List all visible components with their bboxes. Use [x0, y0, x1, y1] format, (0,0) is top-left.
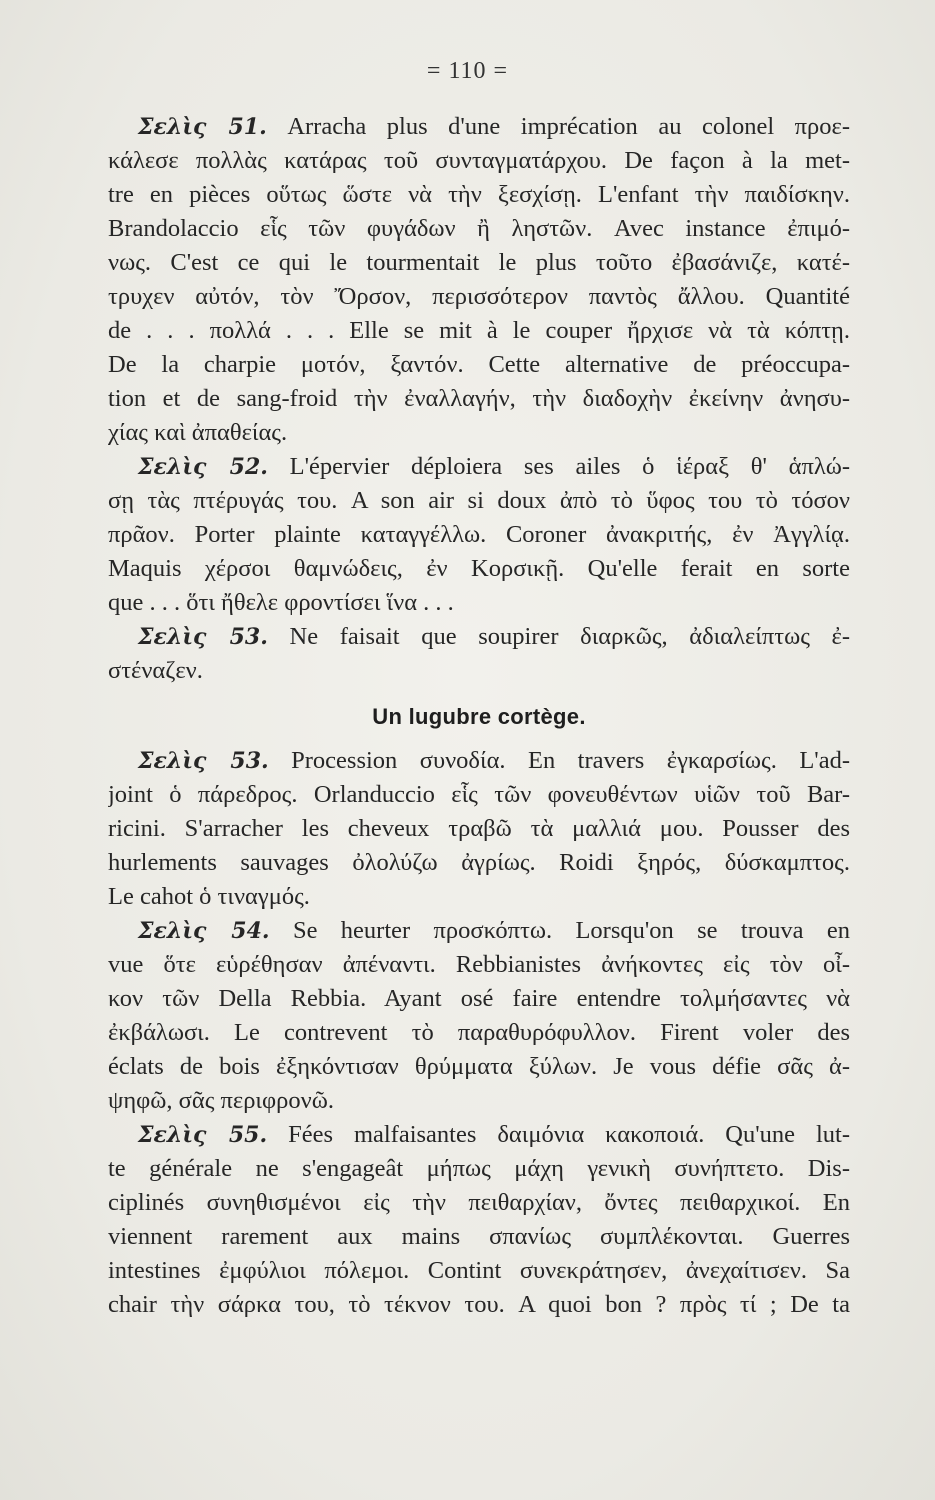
text-line: [108, 744, 850, 778]
section-heading: [108, 694, 850, 740]
line-text: vue ὅτε εὑρέθησαν ἀπέναντι. Rebbianistes ἀνήκοντες εἰς τὸν οἶ-: [108, 951, 850, 978]
page-reference-label: Σελὶς 53.: [138, 624, 268, 650]
page-number: = 110 =: [426, 58, 509, 84]
text-line: [108, 518, 850, 552]
line-text: ἐκβάλωσι. Le contrevent τὸ παραθυρόφυλλον. Firent voler des: [108, 1019, 850, 1046]
text-line: [108, 586, 850, 620]
line-text: éclats de bois ἐξηκόντισαν θρύμματα ξύλων. Je vous défie σᾶς ἀ-: [108, 1053, 850, 1080]
line-text: πρᾶον. Porter plainte καταγγέλλω. Coroner ἀνακριτής, ἐν Ἀγγλίᾳ.: [108, 521, 850, 548]
page-reference-label: Σελὶς 52.: [138, 454, 268, 480]
text-line: [108, 110, 850, 144]
line-text: De la charpie μοτόν, ξαντόν. Cette alternative de préoccupa-: [108, 351, 850, 378]
line-text: κάλεσε πολλὰς κατάρας τοῦ συνταγματάρχου. De façon à la met-: [108, 147, 850, 174]
line-text: ciplinés συνηθισμένοι εἰς τὴν πειθαρχίαν, ὄντες πειθαρχικοί. En: [108, 1189, 850, 1216]
line-text: tion et de sang-froid τὴν ἐναλλαγήν, τὴν διαδοχὴν ἐκείνην ἀνησυ-: [108, 385, 850, 412]
text-line: [108, 246, 850, 280]
line-text: Procession συνοδία. En travers ἐγκαρσίως. L'ad-: [268, 747, 850, 774]
line-text: viennent rarement aux mains σπανίως συμπλέκονται. Guerres: [108, 1223, 850, 1250]
page-reference-label: Σελὶς 54.: [138, 918, 270, 944]
text-line: [108, 982, 850, 1016]
line-text: κον τῶν Della Rebbia. Ayant osé faire entendre τολμήσαντες νὰ: [108, 985, 850, 1012]
line-text: Fées malfaisantes δαιμόνια κακοποιά. Qu'une lut-: [267, 1121, 850, 1148]
line-text: Ne faisait que soupirer διαρκῶς, ἀδιαλείπτως ἐ-: [267, 623, 850, 650]
line-text: que . . . ὅτι ἤθελε φροντίσει ἵνα . . .: [108, 589, 454, 616]
line-text: tre en pièces οὕτως ὥστε νὰ τὴν ξεσχίσῃ. L'enfant τὴν παιδίσκην.: [108, 181, 850, 208]
text-line: [108, 450, 850, 484]
text-line: [108, 654, 850, 688]
text-line: [108, 1050, 850, 1084]
text-line: [108, 1118, 850, 1152]
text-line: [108, 1186, 850, 1220]
text-line: [108, 812, 850, 846]
line-text: Arracha plus d'une imprécation au colonel προε-: [266, 113, 850, 140]
text-line: [108, 382, 850, 416]
page-reference-label: Σελὶς 55.: [138, 1122, 268, 1148]
text-line: [108, 948, 850, 982]
text-line: [108, 178, 850, 212]
text-line: [108, 914, 850, 948]
line-text: L'épervier déploiera ses ailes ὁ ἱέραξ θ' ἁπλώ-: [267, 453, 850, 480]
page-reference-label: Σελὶς 51.: [138, 114, 267, 140]
text-line: [108, 1084, 850, 1118]
text-line: [108, 416, 850, 450]
text-line: [108, 1220, 850, 1254]
text-line: [108, 348, 850, 382]
text-line: [108, 280, 850, 314]
text-line: [108, 1152, 850, 1186]
line-text: intestines ἐμφύλιοι πόλεμοι. Contint συνεκράτησεν, ἀνεχαίτισεν. Sa: [108, 1257, 850, 1284]
line-text: τρυχεν αὐτόν, τὸν Ὄρσον, περισσότερον παντὸς ἄλλου. Quantité: [108, 283, 850, 310]
text-line: [108, 1254, 850, 1288]
body-text: [108, 110, 850, 1322]
line-text: joint ὁ πάρεδρος. Orlanduccio εἷς τῶν φονευθέντων υἱῶν τοῦ Bar-: [108, 781, 850, 808]
line-text: Se heurter προσκόπτω. Lorsqu'on se trouva en: [269, 917, 850, 944]
line-text: ricini. S'arracher les cheveux τραβῶ τὰ μαλλιά μου. Pousser des: [108, 815, 850, 842]
text-line: [108, 552, 850, 586]
text-line: [108, 212, 850, 246]
line-text: te générale ne s'engageât μήπως μάχη γενικὴ συνήπτετο. Dis-: [108, 1155, 850, 1182]
line-text: hurlements sauvages ὀλολύζω ἀγρίως. Roidi ξηρός, δύσκαμπτος.: [108, 849, 850, 876]
line-text: Maquis χέρσοι θαμνώδεις, ἐν Κορσικῇ. Qu'elle ferait en sorte: [108, 555, 850, 582]
line-text: χίας καὶ ἀπαθείας.: [108, 419, 288, 446]
line-text: νως. C'est ce qui le tourmentait le plus τοῦτο ἐβασάνιζε, κατέ-: [108, 249, 850, 276]
text-line: [108, 1016, 850, 1050]
line-text: στέναζεν.: [108, 657, 203, 684]
line-text: ψηφῶ, σᾶς περιφρονῶ.: [108, 1087, 334, 1114]
text-line: [108, 1288, 850, 1322]
text-line: [108, 846, 850, 880]
text-line: [108, 880, 850, 914]
line-text: de . . . πολλά . . . Elle se mit à le couper ἤρχισε νὰ τὰ κόπτῃ.: [108, 317, 850, 344]
page-reference-label: Σελὶς 53.: [138, 748, 269, 774]
text-line: [108, 314, 850, 348]
line-text: chair τὴν σάρκα του, τὸ τέκνον του. A quoi bon ? πρὸς τί ; De ta: [108, 1291, 850, 1318]
line-text: Un lugubre cortège.: [372, 704, 586, 729]
line-text: Brandolaccio εἷς τῶν φυγάδων ἢ ληστῶν. Avec instance ἐπιμό-: [108, 215, 850, 242]
text-line: [108, 144, 850, 178]
line-text: Le cahot ὁ τιναγμός.: [108, 883, 310, 910]
text-line: [108, 778, 850, 812]
text-line: [108, 620, 850, 654]
text-line: [108, 484, 850, 518]
line-text: σῃ τὰς πτέρυγάς του. A son air si doux ἀπὸ τὸ ὕφος του τὸ τόσον: [108, 487, 850, 514]
